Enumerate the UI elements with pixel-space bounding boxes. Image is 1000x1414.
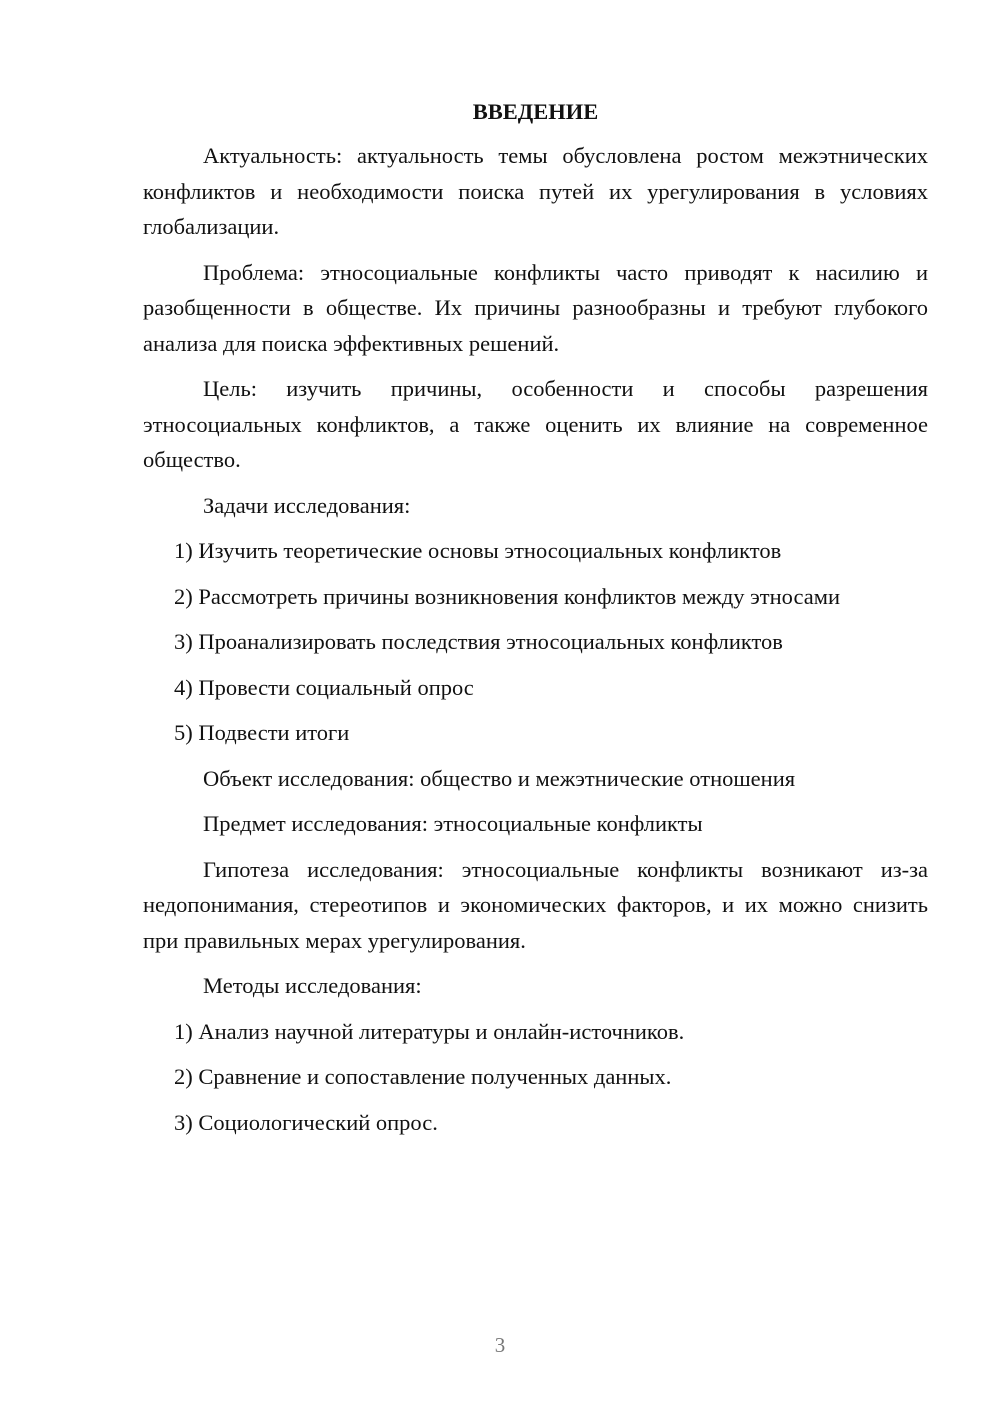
- methods-list: [143, 1014, 928, 1141]
- list-item: 2) Сравнение и сопоставление полученных данных.: [174, 1064, 672, 1089]
- goal-paragraph: Цель: изучить причины, особенности и способы разрешения этносоциальных конфликтов, а также оценить их влияние на современное общество.: [143, 376, 928, 472]
- problem-paragraph: Проблема: этносоциальные конфликты часто приводят к насилию и разобщенности в обществе. Их причины разнообразны и требуют глубокого анализа для поиска эффективных решений.: [143, 259, 928, 356]
- tasks-list: [143, 533, 928, 751]
- list-item: 1) Изучить теоретические основы этносоциальных конфликтов: [174, 538, 782, 563]
- tasks-label: Задачи исследования:: [203, 492, 411, 518]
- list-item: 2) Рассмотреть причины возникновения конфликтов между этносами: [174, 583, 841, 609]
- list-item: 4) Провести социальный опрос: [174, 674, 474, 700]
- list-item: 1) Анализ научной литературы и онлайн-источников.: [174, 1018, 685, 1044]
- object-paragraph: Объект исследования: общество и межэтнические отношения: [203, 765, 796, 791]
- list-item: 3) Проанализировать последствия этносоциальных конфликтов: [174, 629, 783, 654]
- relevance-paragraph: Актуальность: актуальность темы обусловлена ростом межэтнических конфликтов и необходимости поиска путей их урегулирования в условиях глобализации.: [143, 143, 928, 239]
- page-number: 3: [494, 1333, 506, 1357]
- hypothesis-paragraph: Гипотеза исследования: этносоциальные конфликты возникают из-за недопонимания, стереотипов и экономических факторов, и их можно снизить при правильных мерах урегулирования.: [143, 856, 928, 953]
- list-item: 5) Подвести итоги: [174, 720, 350, 745]
- methods-label: Методы исследования:: [203, 973, 422, 998]
- section-heading: ВВЕДЕНИЕ: [472, 99, 599, 124]
- list-item: 3) Социологический опрос.: [174, 1109, 438, 1135]
- subject-paragraph: Предмет исследования: этносоциальные конфликты: [203, 811, 703, 836]
- page-content: [143, 96, 928, 1150]
